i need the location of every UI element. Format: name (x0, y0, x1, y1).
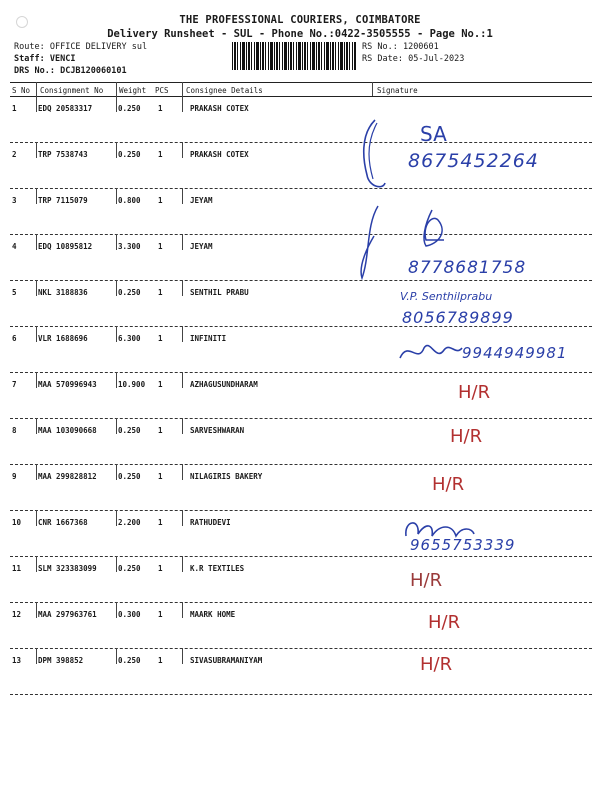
rs-no-value: 1200601 (402, 42, 439, 52)
route-label: Route: (14, 42, 45, 52)
col-divider (116, 142, 117, 158)
col-divider (36, 464, 37, 480)
handwritten-name-5: V.P. Senthilprabu (400, 290, 493, 303)
col-divider (116, 648, 117, 664)
cell-pcs: 1 (158, 196, 163, 205)
cell-weight: 2.200 (118, 518, 141, 527)
col-header-consignee: Consignee Details (186, 86, 263, 95)
col-divider (182, 464, 183, 480)
cell-consignee: AZHAGUSUNDHARAM (190, 380, 258, 389)
row-separator (10, 602, 592, 603)
rs-no-label: RS No.: (362, 42, 398, 52)
cell-consignment: SLM 323383099 (38, 564, 97, 573)
route-value: OFFICE DELIVERY sul (49, 42, 148, 52)
col-divider (182, 602, 183, 618)
col-header-pcs: PCS (155, 86, 169, 95)
cell-sno: 11 (12, 564, 22, 573)
col-divider (36, 142, 37, 158)
col-divider (372, 82, 373, 96)
col-divider (36, 326, 37, 342)
cell-sno: 3 (12, 196, 17, 205)
cell-consignment: DPM 398852 (38, 656, 84, 665)
row-separator (10, 648, 592, 649)
cell-weight: 3.300 (118, 242, 141, 251)
cell-consignment: MAA 297963761 (38, 610, 97, 619)
cell-sno: 10 (12, 518, 22, 527)
drs-label: DRS No.: (14, 66, 55, 76)
col-divider (36, 648, 37, 664)
handwritten-hr-11: H/R (410, 570, 443, 591)
cell-sno: 6 (12, 334, 17, 343)
staff-line (14, 53, 147, 65)
company-title: THE PROFESSIONAL COURIERS, COIMBATORE (179, 14, 421, 26)
col-divider (182, 372, 183, 388)
signature-scribble-icon (348, 196, 458, 286)
cell-consignment: TRP 7538743 (38, 150, 88, 159)
cell-consignee: INFINITI (190, 334, 227, 343)
row-separator (10, 188, 592, 189)
meta-right (362, 41, 464, 65)
cell-sno: 9 (12, 472, 17, 481)
rs-date-label: RS Date: (362, 54, 403, 64)
col-divider (116, 372, 117, 388)
cell-consignment: MAA 570996943 (38, 380, 97, 389)
cell-consignee: SENTHIL PRABU (190, 288, 249, 297)
table-top-rule (10, 82, 592, 83)
cell-sno: 7 (12, 380, 17, 389)
cell-pcs: 1 (158, 288, 163, 297)
cell-weight: 0.250 (118, 564, 141, 573)
col-divider (182, 418, 183, 434)
row-separator (10, 234, 592, 235)
cell-weight: 0.250 (118, 426, 141, 435)
col-divider (182, 326, 183, 342)
col-divider (116, 326, 117, 342)
cell-consignment: CNR 1667368 (38, 518, 88, 527)
handwritten-phone-1: 8675452264 (408, 150, 539, 172)
row-separator (10, 280, 592, 281)
cell-pcs: 1 (158, 610, 163, 619)
col-divider (116, 418, 117, 434)
signature-scribble-icon (400, 514, 480, 544)
col-divider (36, 96, 37, 112)
cell-weight: 6.300 (118, 334, 141, 343)
col-divider (36, 82, 37, 96)
col-divider (182, 96, 183, 112)
cell-consignee: NILAGIRIS BAKERY (190, 472, 263, 481)
cell-consignment: MAA 103090668 (38, 426, 97, 435)
cell-pcs: 1 (158, 104, 163, 113)
cell-consignee: PRAKASH COTEX (190, 150, 249, 159)
col-divider (182, 648, 183, 664)
handwritten-phone-10: 9655753339 (410, 536, 516, 554)
signature-scribble-icon (396, 336, 466, 366)
drs-value: DCJB120060101 (60, 66, 127, 76)
staff-value: VENCI (49, 54, 76, 64)
cell-consignment: TRP 7115079 (38, 196, 88, 205)
cell-consignee: RATHUDEVI (190, 518, 231, 527)
cell-pcs: 1 (158, 150, 163, 159)
route-line (14, 41, 147, 53)
cell-consignee: JEYAM (190, 242, 213, 251)
col-divider (182, 510, 183, 526)
handwritten-hr-9: H/R (432, 474, 465, 495)
row-separator (10, 556, 592, 557)
col-divider (116, 556, 117, 572)
col-divider (116, 280, 117, 296)
cell-sno: 12 (12, 610, 22, 619)
col-divider (36, 418, 37, 434)
cell-sno: 1 (12, 104, 17, 113)
cell-consignee: PRAKASH COTEX (190, 104, 249, 113)
runsheet-subtitle: Delivery Runsheet - SUL - Phone No.:0422-3505555 - Page No.:1 (107, 28, 493, 40)
col-divider (116, 82, 117, 96)
cell-weight: 10.900 (118, 380, 146, 389)
col-divider (36, 372, 37, 388)
col-header-consignment: Consignment No (40, 86, 104, 95)
cell-weight: 0.250 (118, 472, 141, 481)
cell-weight: 0.300 (118, 610, 141, 619)
row-separator (10, 418, 592, 419)
cell-pcs: 1 (158, 472, 163, 481)
cell-consignee: SIVASUBRAMANIYAM (190, 656, 263, 665)
col-divider (36, 188, 37, 204)
cell-sno: 8 (12, 426, 17, 435)
cell-pcs: 1 (158, 426, 163, 435)
cell-pcs: 1 (158, 656, 163, 665)
row-separator (10, 326, 592, 327)
col-divider (182, 556, 183, 572)
cell-consignment: MAA 299828812 (38, 472, 97, 481)
col-divider (36, 280, 37, 296)
col-header-sno: S No (12, 86, 31, 95)
cell-consignee: SARVESHWARAN (190, 426, 245, 435)
rs-date-value: 05-Jul-2023 (408, 54, 465, 64)
col-divider (116, 234, 117, 250)
cell-pcs: 1 (158, 564, 163, 573)
handwritten-hr-13: H/R (420, 654, 453, 675)
row-separator (10, 510, 592, 511)
cell-sno: 2 (12, 150, 17, 159)
signature-scribble-icon (355, 115, 395, 195)
cell-consignment: VLR 1688696 (38, 334, 88, 343)
col-divider (116, 188, 117, 204)
cell-sno: 5 (12, 288, 17, 297)
rs-no-line (362, 41, 464, 53)
col-divider (36, 234, 37, 250)
cell-pcs: 1 (158, 518, 163, 527)
meta-left (14, 41, 147, 77)
col-divider (182, 188, 183, 204)
cell-consignee: JEYAM (190, 196, 213, 205)
handwritten-phone-2: 8778681758 (408, 258, 527, 278)
col-divider (182, 82, 183, 96)
staff-label: Staff: (14, 54, 45, 64)
col-divider (116, 510, 117, 526)
handwritten-hr-12: H/R (428, 612, 461, 633)
cell-sno: 4 (12, 242, 17, 251)
col-divider (36, 556, 37, 572)
col-divider (182, 234, 183, 250)
cell-pcs: 1 (158, 334, 163, 343)
cell-consignee: MAARK HOME (190, 610, 236, 619)
barcode-image (232, 42, 356, 70)
row-separator (10, 694, 592, 695)
handwritten-hr-7: H/R (458, 382, 491, 403)
handwritten-sa: SA (420, 122, 447, 146)
cell-consignee: K.R TEXTILES (190, 564, 245, 573)
col-divider (36, 510, 37, 526)
row-separator (10, 464, 592, 465)
cell-weight: 0.250 (118, 656, 141, 665)
cell-sno: 13 (12, 656, 22, 665)
col-header-weight: Weight (119, 86, 147, 95)
col-divider (182, 280, 183, 296)
cell-weight: 0.800 (118, 196, 141, 205)
cell-pcs: 1 (158, 242, 163, 251)
drs-line (14, 65, 147, 77)
col-divider (116, 464, 117, 480)
col-divider (182, 142, 183, 158)
cell-weight: 0.250 (118, 104, 141, 113)
row-separator (10, 142, 592, 143)
col-header-signature: Signature (377, 86, 418, 95)
handwritten-phone-6: 9944949981 (462, 344, 568, 362)
cell-weight: 0.250 (118, 288, 141, 297)
col-divider (116, 602, 117, 618)
row-separator (10, 372, 592, 373)
cell-weight: 0.250 (118, 150, 141, 159)
cell-consignment: EDQ 20583317 (38, 104, 93, 113)
cell-pcs: 1 (158, 380, 163, 389)
col-divider (116, 96, 117, 112)
handwritten-hr-8: H/R (450, 426, 483, 447)
cell-consignment: NKL 3188836 (38, 288, 88, 297)
rs-date-line (362, 53, 464, 65)
handwritten-phone-5: 8056789899 (402, 308, 514, 327)
cell-consignment: EDQ 10895812 (38, 242, 93, 251)
table-header-rule (10, 96, 592, 97)
col-divider (36, 602, 37, 618)
